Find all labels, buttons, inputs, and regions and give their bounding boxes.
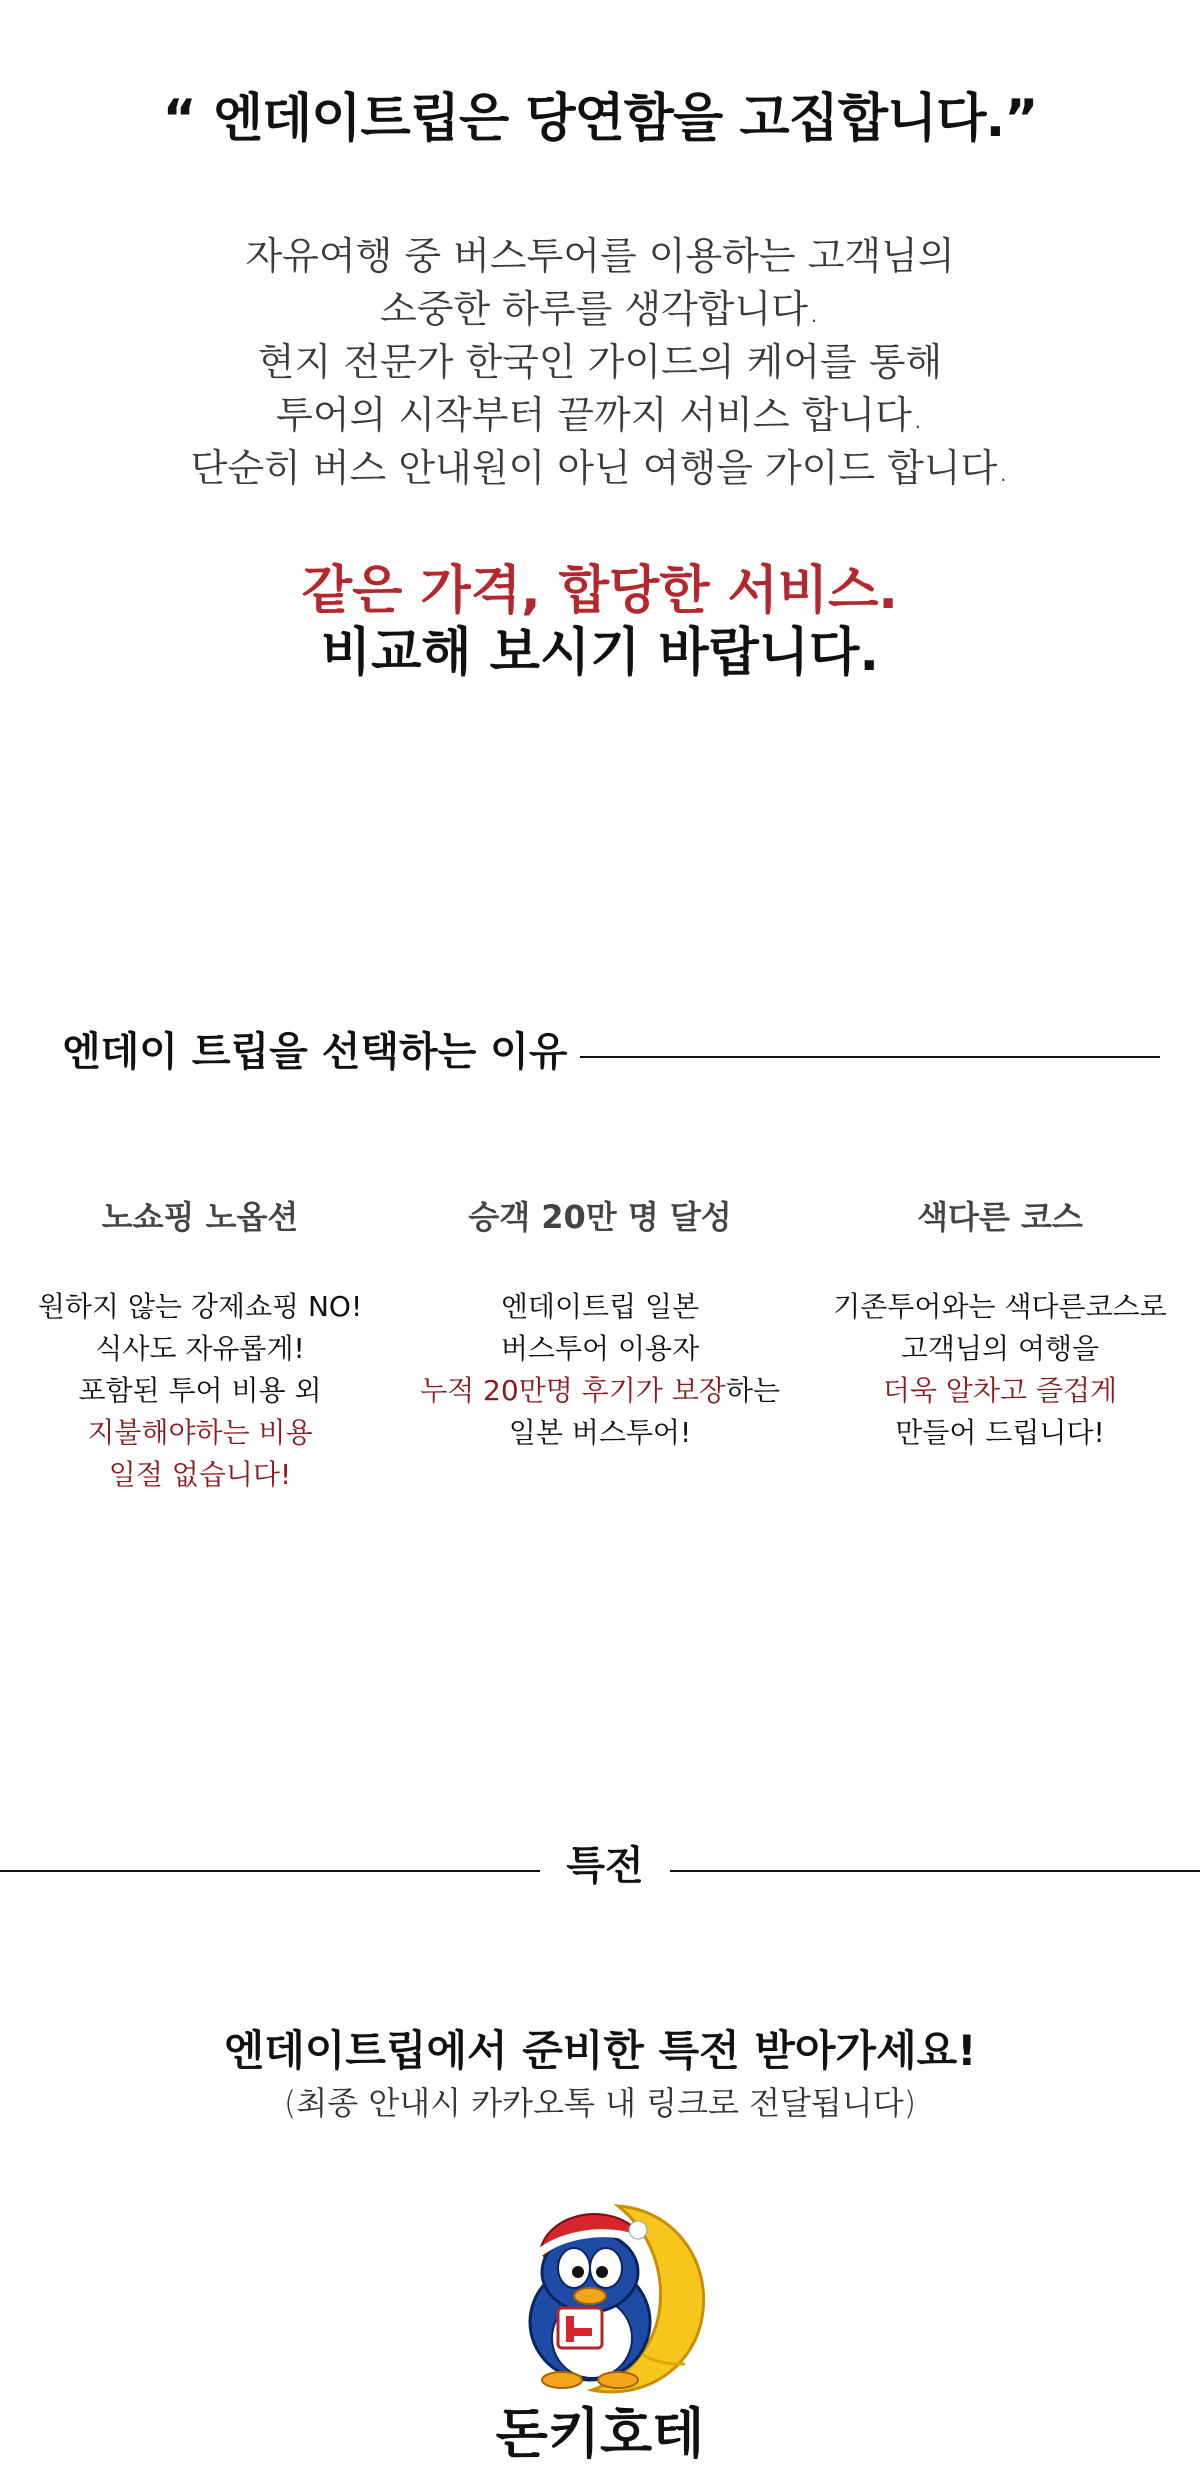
reason-line-highlight: 일절 없습니다! [108,1458,292,1492]
hero-body-line: 자유여행 중 버스투어를 이용하는 고객님의 [245,234,955,278]
brand-name: 돈키호테 [495,2402,705,2465]
reason-line: 버스투어 이용자 [500,1332,700,1366]
reason-line [400,1370,800,1412]
reason-description [0,1286,400,1496]
reason-line: 원하지 않는 강제쇼핑 NO! [37,1290,363,1324]
reason-line: 기존투어와는 색다른코스로 [833,1290,1167,1324]
hero-compare: 비교해 보시기 바랍니다. [320,623,880,683]
hero-body-line: 현지 전문가 한국인 가이드의 케어를 통해 [257,340,943,384]
reason-card-passengers [400,1198,800,1454]
reason-line-tail: 하는 [725,1374,780,1408]
benefit-note: (최종 안내시 카카오톡 내 링크로 전달됩니다) [283,2084,917,2122]
donki-penguin-logo-icon [500,2196,710,2396]
reason-line: 포함된 투어 비용 외 [78,1374,322,1408]
hero-body-line: 투어의 시작부터 끝까지 서비스 합니다. [276,393,924,437]
reasons-section-title: 엔데이 트립을 선택하는 이유 [62,1029,568,1075]
reason-title: 노쇼핑 노옵션 [101,1198,299,1236]
hero-highlight: 같은 가격, 합당한 서비스. [301,561,899,621]
reason-line: 엔데이트립 일본 [500,1290,700,1324]
hero-body-line: 단순히 버스 안내원이 아닌 여행을 가이드 합니다. [190,446,1010,490]
reason-line: 식사도 자유롭게! [95,1332,305,1366]
section-divider-line [580,1056,1160,1058]
hero-body [0,230,1200,495]
hero-quote: “ 엔데이트립은 당연함을 고집합니다.” [162,89,1038,149]
reason-title: 승객 20만 명 달성 [468,1198,732,1236]
reason-line: 일본 버스투어! [508,1416,692,1450]
reason-title: 색다른 코스 [917,1198,1083,1236]
reason-card-unique-course [800,1198,1200,1454]
benefit-divider-right [670,1870,1200,1872]
benefit-headline: 엔데이트립에서 준비한 특전 받아가세요! [223,2026,977,2075]
reason-card-no-shopping [0,1198,400,1496]
reason-description [400,1286,800,1454]
benefit-section-title: 특전 [566,1843,644,1889]
benefit-divider-left [0,1870,540,1872]
reason-line: 만들어 드립니다! [895,1416,1105,1450]
reason-line: 고객님의 여행을 [900,1332,1100,1366]
hero-body-line: 소중한 하루를 생각합니다. [379,287,821,331]
reason-line-highlight: 더욱 알차고 즐겁게 [882,1374,1118,1408]
reason-line-highlight: 지불해야하는 비용 [87,1416,313,1450]
reason-description [800,1286,1200,1454]
reason-line-highlight: 누적 20만명 후기가 보장 [420,1374,726,1408]
